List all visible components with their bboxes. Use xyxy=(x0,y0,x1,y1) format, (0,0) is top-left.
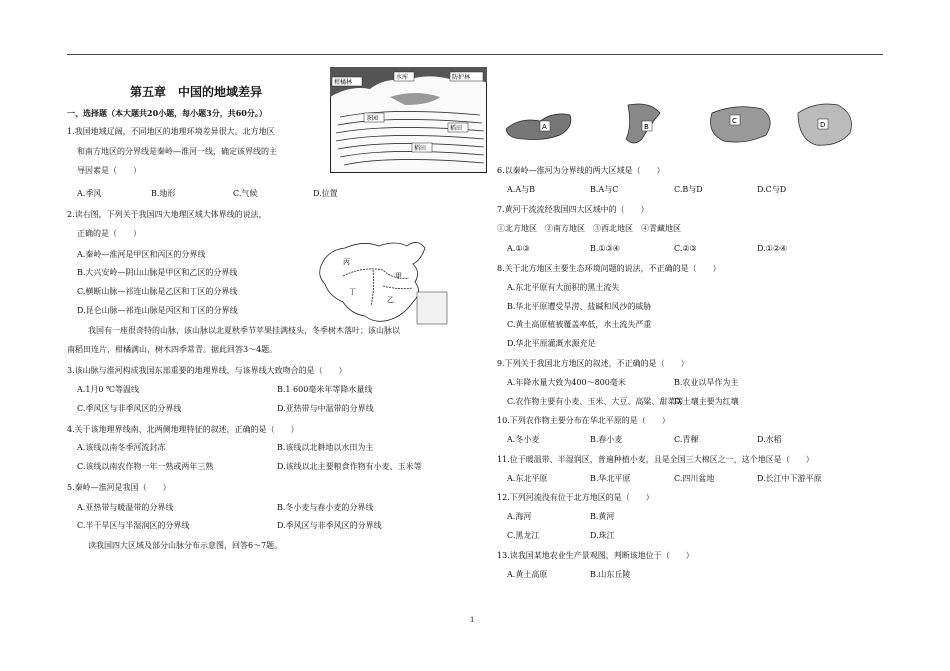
question-line: 我国有一座很奇特的山脉，该山脉以北夏秋季节苹果挂满枝头，冬季树木落叶；该山脉以 xyxy=(88,326,400,335)
question-line: D.季风区与非季风区的分界线 xyxy=(277,521,382,530)
question-line: D.水稻 xyxy=(757,435,782,444)
question-line: 读我国四大区域及部分山脉分布示意图，回答6～7题。 xyxy=(88,541,283,550)
page-number: 1 xyxy=(470,616,475,624)
south-sea-inset xyxy=(417,292,447,324)
terrace-landscape-figure xyxy=(330,67,487,173)
question-line: D.位置 xyxy=(313,189,338,198)
question-line: 1.我国地域辽阔，不同地区的地理环境差异很大。北方地区 xyxy=(67,127,275,136)
question-line: B.春小麦 xyxy=(590,435,623,444)
question-line: C.季风区与非季风区的分界线 xyxy=(77,404,182,413)
question-line: C.②③ xyxy=(674,244,697,253)
region-shape-label: C xyxy=(732,117,737,125)
question-line: B.冬小麦与春小麦的分界线 xyxy=(277,503,374,512)
map-region-label: 丙 xyxy=(343,258,350,266)
question-line: C.半干旱区与半湿润区的分界线 xyxy=(77,521,190,530)
question-line: 10.下列农作物主要分布在华北平原的是（ ） xyxy=(497,416,670,425)
question-line: C.四川盆地 xyxy=(674,474,715,483)
question-line: B.大兴安岭—阴山山脉是甲区和乙区的分界线 xyxy=(77,268,238,277)
question-line: 6.以秦岭—淮河为分界线的两大区域是（ ） xyxy=(497,166,665,175)
question-line: 7.黄河干流流经我国四大区域中的（ ） xyxy=(497,205,649,214)
header-rule xyxy=(67,54,883,55)
question-line: 导因素是（ ） xyxy=(77,166,141,175)
map-region-label: 丁 xyxy=(349,288,356,296)
question-line: D.亚热带与中温带的分界线 xyxy=(277,404,374,413)
question-line: A.亚热带与暖温带的分界线 xyxy=(77,503,174,512)
question-line: A.季风 xyxy=(77,189,102,198)
terrace-label: 稻田 xyxy=(450,125,463,132)
question-line: C.B与D xyxy=(674,185,703,194)
question-line: D.①②④ xyxy=(757,244,788,253)
terrace-label: 稻田 xyxy=(414,145,427,152)
map-region-label: 甲 xyxy=(395,272,402,280)
question-line: A.①③ xyxy=(507,244,530,253)
question-line: B.黄河 xyxy=(590,512,615,521)
question-line: B.①③④ xyxy=(590,244,620,253)
question-line: D.华北平原灌溉水源充足 xyxy=(507,339,596,348)
china-regions-map xyxy=(313,236,449,328)
question-line: B.1 600毫米年等降水量线 xyxy=(277,385,373,394)
question-line: B.农业以旱作为主 xyxy=(674,378,739,387)
question-line: A.该线以南冬季河流封冻 xyxy=(77,443,166,452)
question-line: C.青稞 xyxy=(674,435,699,444)
question-line: 2.读右图，下列关于我国四大地理区域大体界线的说法， xyxy=(67,210,267,219)
question-line: 和南方地区的分界线是秦岭—淮河一线，确定该界线的主 xyxy=(77,147,277,156)
terrace-label: 防护林 xyxy=(452,74,471,81)
question-line: C.该线以南农作物一年一熟或两年三熟 xyxy=(77,462,214,471)
question-line: ①北方地区 ②南方地区 ③西北地区 ④青藏地区 xyxy=(497,224,681,233)
question-line: D.珠江 xyxy=(590,531,615,540)
question-line: A.A与B xyxy=(507,185,535,194)
question-line: 3.该山脉与淮河构成我国东部重要的地理界线，与该界线大致吻合的是（ ） xyxy=(67,366,347,375)
question-line: C.黄土高原植被覆盖率低，水土流失严重 xyxy=(507,320,652,329)
question-line: A.年降水量大致为400～800毫米 xyxy=(507,378,626,387)
question-line: B.华北平原 xyxy=(590,474,631,483)
terrace-label: 水库 xyxy=(396,74,409,81)
question-line: A.东北平原 xyxy=(507,474,548,483)
question-line: D.土壤主要为红壤 xyxy=(674,397,739,406)
question-line: 11.位于暖温带、半湿润区，普遍种植小麦，且是全国三大棉区之一，这个地区是（ ） xyxy=(497,455,814,464)
region-shape-c xyxy=(711,107,771,142)
question-line: D.长江中下游平原 xyxy=(757,474,822,483)
chapter-title: 第五章 中国的地域差异 xyxy=(130,85,263,99)
region-shape-a xyxy=(506,114,571,140)
question-line: 正确的是（ ） xyxy=(77,229,141,238)
question-line: 4.关于该地理界线南、北两侧地理特征的叙述，正确的是（ ） xyxy=(67,425,299,434)
question-line: 5.秦岭—淮河是我国（ ） xyxy=(67,483,171,492)
question-line: A.冬小麦 xyxy=(507,435,540,444)
question-line: D.该线以北主要粮食作物有小麦、玉米等 xyxy=(277,462,422,471)
region-shapes-strip xyxy=(500,95,865,157)
question-line: B.山东丘陵 xyxy=(590,570,631,579)
question-line: 南稻田连片，柑橘满山，树木四季常青。据此回答3～4题。 xyxy=(67,345,278,354)
terrace-label: 柑橘林 xyxy=(334,79,353,86)
question-line: 9.下列关于我国北方地区的叙述，不正确的是（ ） xyxy=(497,359,689,368)
question-line: C.黑龙江 xyxy=(507,531,540,540)
question-line: C.横断山脉—祁连山脉是乙区和丁区的分界线 xyxy=(77,287,238,296)
map-region-label: 乙 xyxy=(387,296,394,304)
question-line: B.A与C xyxy=(590,185,619,194)
question-line: A.黄土高原 xyxy=(507,570,548,579)
question-line: D.C与D xyxy=(757,185,787,194)
question-line: C.气候 xyxy=(233,189,258,198)
question-line: A.秦岭—淮河是甲区和丙区的分界线 xyxy=(77,250,206,259)
section-heading: 一、选择题（本大题共20小题，每小题3分，共60分。） xyxy=(67,108,267,118)
question-line: 8.关于北方地区主要生态环境问题的说法，不正确的是（ ） xyxy=(497,264,721,273)
question-line: 13.读我国某地农业生产景观图，判断该地位于（ ） xyxy=(497,551,694,560)
question-line: D.昆仑山脉—祁连山脉是丙区和丁区的分界线 xyxy=(77,306,238,315)
region-shape-label: A xyxy=(542,123,547,131)
question-line: B.华北平原遭受旱涝、盐碱和风沙的威胁 xyxy=(507,302,652,311)
region-shape-label: B xyxy=(644,123,649,131)
question-line: B.地形 xyxy=(151,189,176,198)
question-line: 12.下列河流没有位于北方地区的是（ ） xyxy=(497,493,654,502)
question-line: C.农作物主要有小麦、玉米、大豆、高粱、甜菜等 xyxy=(507,397,684,406)
question-line: A.东北平原有大面积的黑土流失 xyxy=(507,283,620,292)
question-line: B.该线以北耕地以水田为主 xyxy=(277,443,374,452)
question-line: A.海河 xyxy=(507,512,532,521)
terrace-label: 茶园 xyxy=(366,115,379,122)
region-shape-label: D xyxy=(820,121,826,129)
question-line: A.1月0 ℃等温线 xyxy=(77,385,139,394)
